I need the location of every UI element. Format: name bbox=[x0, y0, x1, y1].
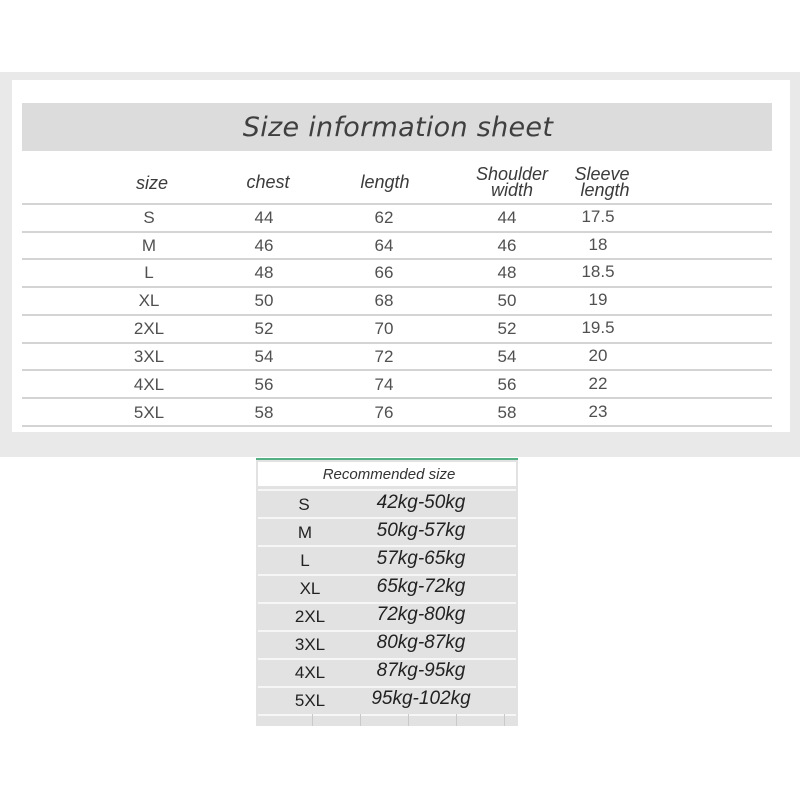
cell-sleeve: 18.5 bbox=[581, 262, 615, 281]
cell-size: XL bbox=[138, 291, 160, 310]
row-divider bbox=[22, 397, 772, 399]
cell-sleeve: 17.5 bbox=[581, 207, 615, 226]
recommended-weight: 72kg-80kg bbox=[376, 604, 466, 625]
recommended-row-divider bbox=[258, 517, 516, 519]
cell-size: S bbox=[143, 208, 155, 227]
header-size: size bbox=[135, 173, 168, 193]
cell-shoulder: 52 bbox=[497, 319, 517, 338]
recommended-size: XL bbox=[299, 579, 321, 598]
row-divider bbox=[22, 342, 772, 344]
cell-sleeve: 20 bbox=[588, 346, 608, 365]
recommended-size: 4XL bbox=[294, 663, 326, 682]
recommended-row-divider bbox=[258, 489, 516, 491]
cell-size: 4XL bbox=[133, 375, 165, 394]
recommended-weight: 42kg-50kg bbox=[376, 492, 466, 513]
grid-stub bbox=[360, 714, 361, 726]
cell-chest: 52 bbox=[254, 319, 274, 338]
recommended-size: 3XL bbox=[294, 635, 326, 654]
recommended-size: 5XL bbox=[294, 691, 326, 710]
cell-shoulder: 56 bbox=[497, 375, 517, 394]
cell-chest: 46 bbox=[254, 236, 274, 255]
cell-chest: 58 bbox=[254, 403, 274, 422]
header-chest: chest bbox=[246, 172, 290, 192]
cell-shoulder: 54 bbox=[497, 347, 517, 366]
recommended-weight: 80kg-87kg bbox=[376, 632, 466, 653]
cell-length: 74 bbox=[374, 375, 394, 394]
cell-chest: 50 bbox=[254, 291, 274, 310]
cell-length: 76 bbox=[374, 403, 394, 422]
cell-shoulder: 48 bbox=[497, 263, 517, 282]
row-divider bbox=[22, 425, 772, 427]
size-sheet-title-bar bbox=[22, 103, 772, 151]
header-length: length bbox=[360, 172, 410, 192]
header-sleeve-line1: Sleeve bbox=[574, 164, 630, 184]
size-sheet-title: Size information sheet bbox=[242, 111, 554, 143]
cell-length: 66 bbox=[374, 263, 394, 282]
row-divider bbox=[22, 369, 772, 371]
cell-size: 2XL bbox=[133, 319, 165, 338]
cell-sleeve: 19 bbox=[588, 290, 608, 309]
recommended-row-divider bbox=[258, 545, 516, 547]
cell-sleeve: 18 bbox=[588, 235, 608, 254]
cell-sleeve: 19.5 bbox=[581, 318, 615, 337]
cell-sleeve: 22 bbox=[588, 374, 608, 393]
header-shoulder-line2: width bbox=[490, 180, 534, 200]
recommended-size: S bbox=[298, 495, 310, 514]
row-divider bbox=[22, 203, 772, 205]
recommended-title: Recommended size bbox=[322, 465, 456, 483]
recommended-weight: 50kg-57kg bbox=[376, 520, 466, 541]
cell-chest: 54 bbox=[254, 347, 274, 366]
cell-length: 64 bbox=[374, 236, 394, 255]
cell-length: 68 bbox=[374, 291, 394, 310]
cell-chest: 44 bbox=[254, 208, 274, 227]
recommended-size: M bbox=[297, 523, 313, 542]
grid-stub bbox=[504, 714, 505, 726]
recommended-size: L bbox=[300, 551, 310, 570]
grid-stub bbox=[408, 714, 409, 726]
cell-shoulder: 44 bbox=[497, 208, 517, 227]
header-sleeve-length bbox=[560, 166, 644, 198]
recommended-weight: 87kg-95kg bbox=[376, 660, 466, 681]
cell-size: 3XL bbox=[133, 347, 165, 366]
row-divider bbox=[22, 258, 772, 260]
grid-stub bbox=[456, 714, 457, 726]
cell-size: 5XL bbox=[133, 403, 165, 422]
cell-chest: 56 bbox=[254, 375, 274, 394]
cell-chest: 48 bbox=[254, 263, 274, 282]
recommended-header bbox=[258, 462, 516, 486]
cell-size: L bbox=[144, 263, 154, 282]
header-sleeve-line2: length bbox=[580, 180, 630, 200]
row-divider bbox=[22, 231, 772, 233]
cell-length: 62 bbox=[374, 208, 394, 227]
row-divider bbox=[22, 314, 772, 316]
header-shoulder-width bbox=[462, 166, 562, 198]
recommended-row-divider bbox=[258, 714, 516, 716]
grid-stub bbox=[312, 714, 313, 726]
header-shoulder-line1: Shoulder bbox=[475, 164, 549, 184]
cell-length: 72 bbox=[374, 347, 394, 366]
row-divider bbox=[22, 286, 772, 288]
recommended-weight: 95kg-102kg bbox=[371, 688, 471, 709]
recommended-size: 2XL bbox=[294, 607, 326, 626]
cell-shoulder: 50 bbox=[497, 291, 517, 310]
recommended-weight: 65kg-72kg bbox=[376, 576, 466, 597]
cell-shoulder: 46 bbox=[497, 236, 517, 255]
recommended-weight: 57kg-65kg bbox=[376, 548, 466, 569]
cell-sleeve: 23 bbox=[588, 402, 608, 421]
cell-shoulder: 58 bbox=[497, 403, 517, 422]
recommended-accent-line bbox=[256, 458, 518, 460]
cell-size: M bbox=[141, 236, 157, 255]
cell-length: 70 bbox=[374, 319, 394, 338]
